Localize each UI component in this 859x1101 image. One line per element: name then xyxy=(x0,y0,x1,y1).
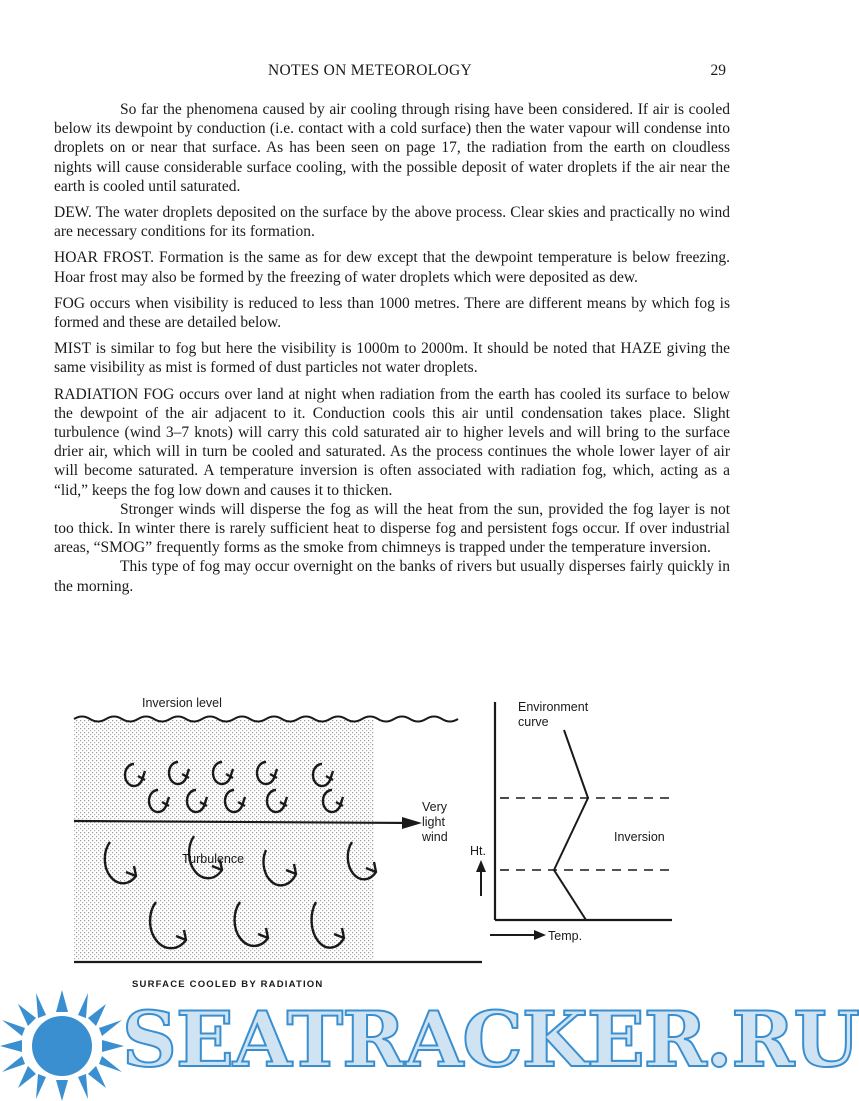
fog-layer xyxy=(74,720,374,960)
watermark xyxy=(0,990,859,1101)
environment-curve xyxy=(554,730,588,920)
environment-curve-label: Environment curve xyxy=(518,700,589,729)
height-arrowhead xyxy=(476,860,486,872)
inversion-level-label: Inversion level xyxy=(142,696,222,710)
paragraph-dew: DEW. The water droplets deposited on the surface by the above process. Clear skies and practically no wind are necessary conditions for its formation. xyxy=(54,204,730,241)
wind-arrowhead xyxy=(402,817,422,829)
paragraph-radiation-fog: RADIATION FOG occurs over land at night when radiation from the earth has cooled its surface to below the dewpoint of the air adjacent to it. Conduction cools this air until condensation takes place. Slight turbulence (wind 3–7 knots) will carry this cold saturated air to higher levels and will bring to the surface drier air, which will in turn be cooled and saturated. As the process continues the whole lower layer of air will become saturated. A temperature inversion is often associated with radiation fog, which, acting as a “lid,” keeps the fog low down and causes it to thicken. xyxy=(54,385,730,499)
figure-caption: SURFACE COOLED BY RADIATION xyxy=(132,979,324,990)
inversion-label: Inversion xyxy=(614,830,665,844)
very-light-wind-label: Very light wind xyxy=(422,800,448,844)
height-label: Ht. xyxy=(470,844,486,858)
paragraph-rivers: This type of fog may occur overnight on the banks of rivers but usually disperses fairly quickly in the morning. xyxy=(54,558,730,595)
running-title: NOTES ON METEOROLOGY xyxy=(268,62,473,79)
page-number: 29 xyxy=(710,62,726,79)
paragraph-intro: So far the phenomena caused by air cooling through rising have been considered. If air is cooled below its dewpoint by conduction (i.e. contact with a cold surface) then the water vapour will condense into droplets on or near that surface. As has been seen on page 17, the radiation from the earth on cloudless nights will cause considerable surface cooling, with the possible deposit of water droplets if the air near the earth is cooled until saturated. xyxy=(54,101,730,195)
page-header xyxy=(0,62,764,84)
paragraph-fog: FOG occurs when visibility is reduced to less than 1000 metres. There are different means by which fog is formed and these are detailed below. xyxy=(54,294,730,332)
paragraph-stronger-winds: Stronger winds will disperse the fog as will the heat from the sun, provided the fog layer is not too thick. In winter there is rarely sufficient heat to disperse fog and persistent fogs occur. If over industrial areas, “SMOG” frequently forms as the smoke from chimneys is trapped under the temperature inversion. xyxy=(54,500,730,557)
paragraph-hoar-frost: HOAR FROST. Formation is the same as for dew except that the dewpoint temperature is below freezing. Hoar frost may also be formed by the freezing of water droplets which were deposited as dew. xyxy=(54,249,730,286)
turbulence-label: Turbulence xyxy=(182,852,245,866)
temp-label: Temp. xyxy=(548,929,583,943)
sun-icon xyxy=(0,990,130,1101)
radiation-fog-figure xyxy=(60,692,700,997)
body-text xyxy=(54,100,730,596)
figure-drawing xyxy=(60,692,700,997)
temp-arrowhead xyxy=(534,930,546,940)
watermark-text: SEATRACKER.RU xyxy=(122,995,859,1084)
paragraph-mist: MIST is similar to fog but here the visibility is 1000m to 2000m. It should be noted that HAZE giving the same visibility as mist is formed of dust particles not water droplets. xyxy=(54,340,730,377)
